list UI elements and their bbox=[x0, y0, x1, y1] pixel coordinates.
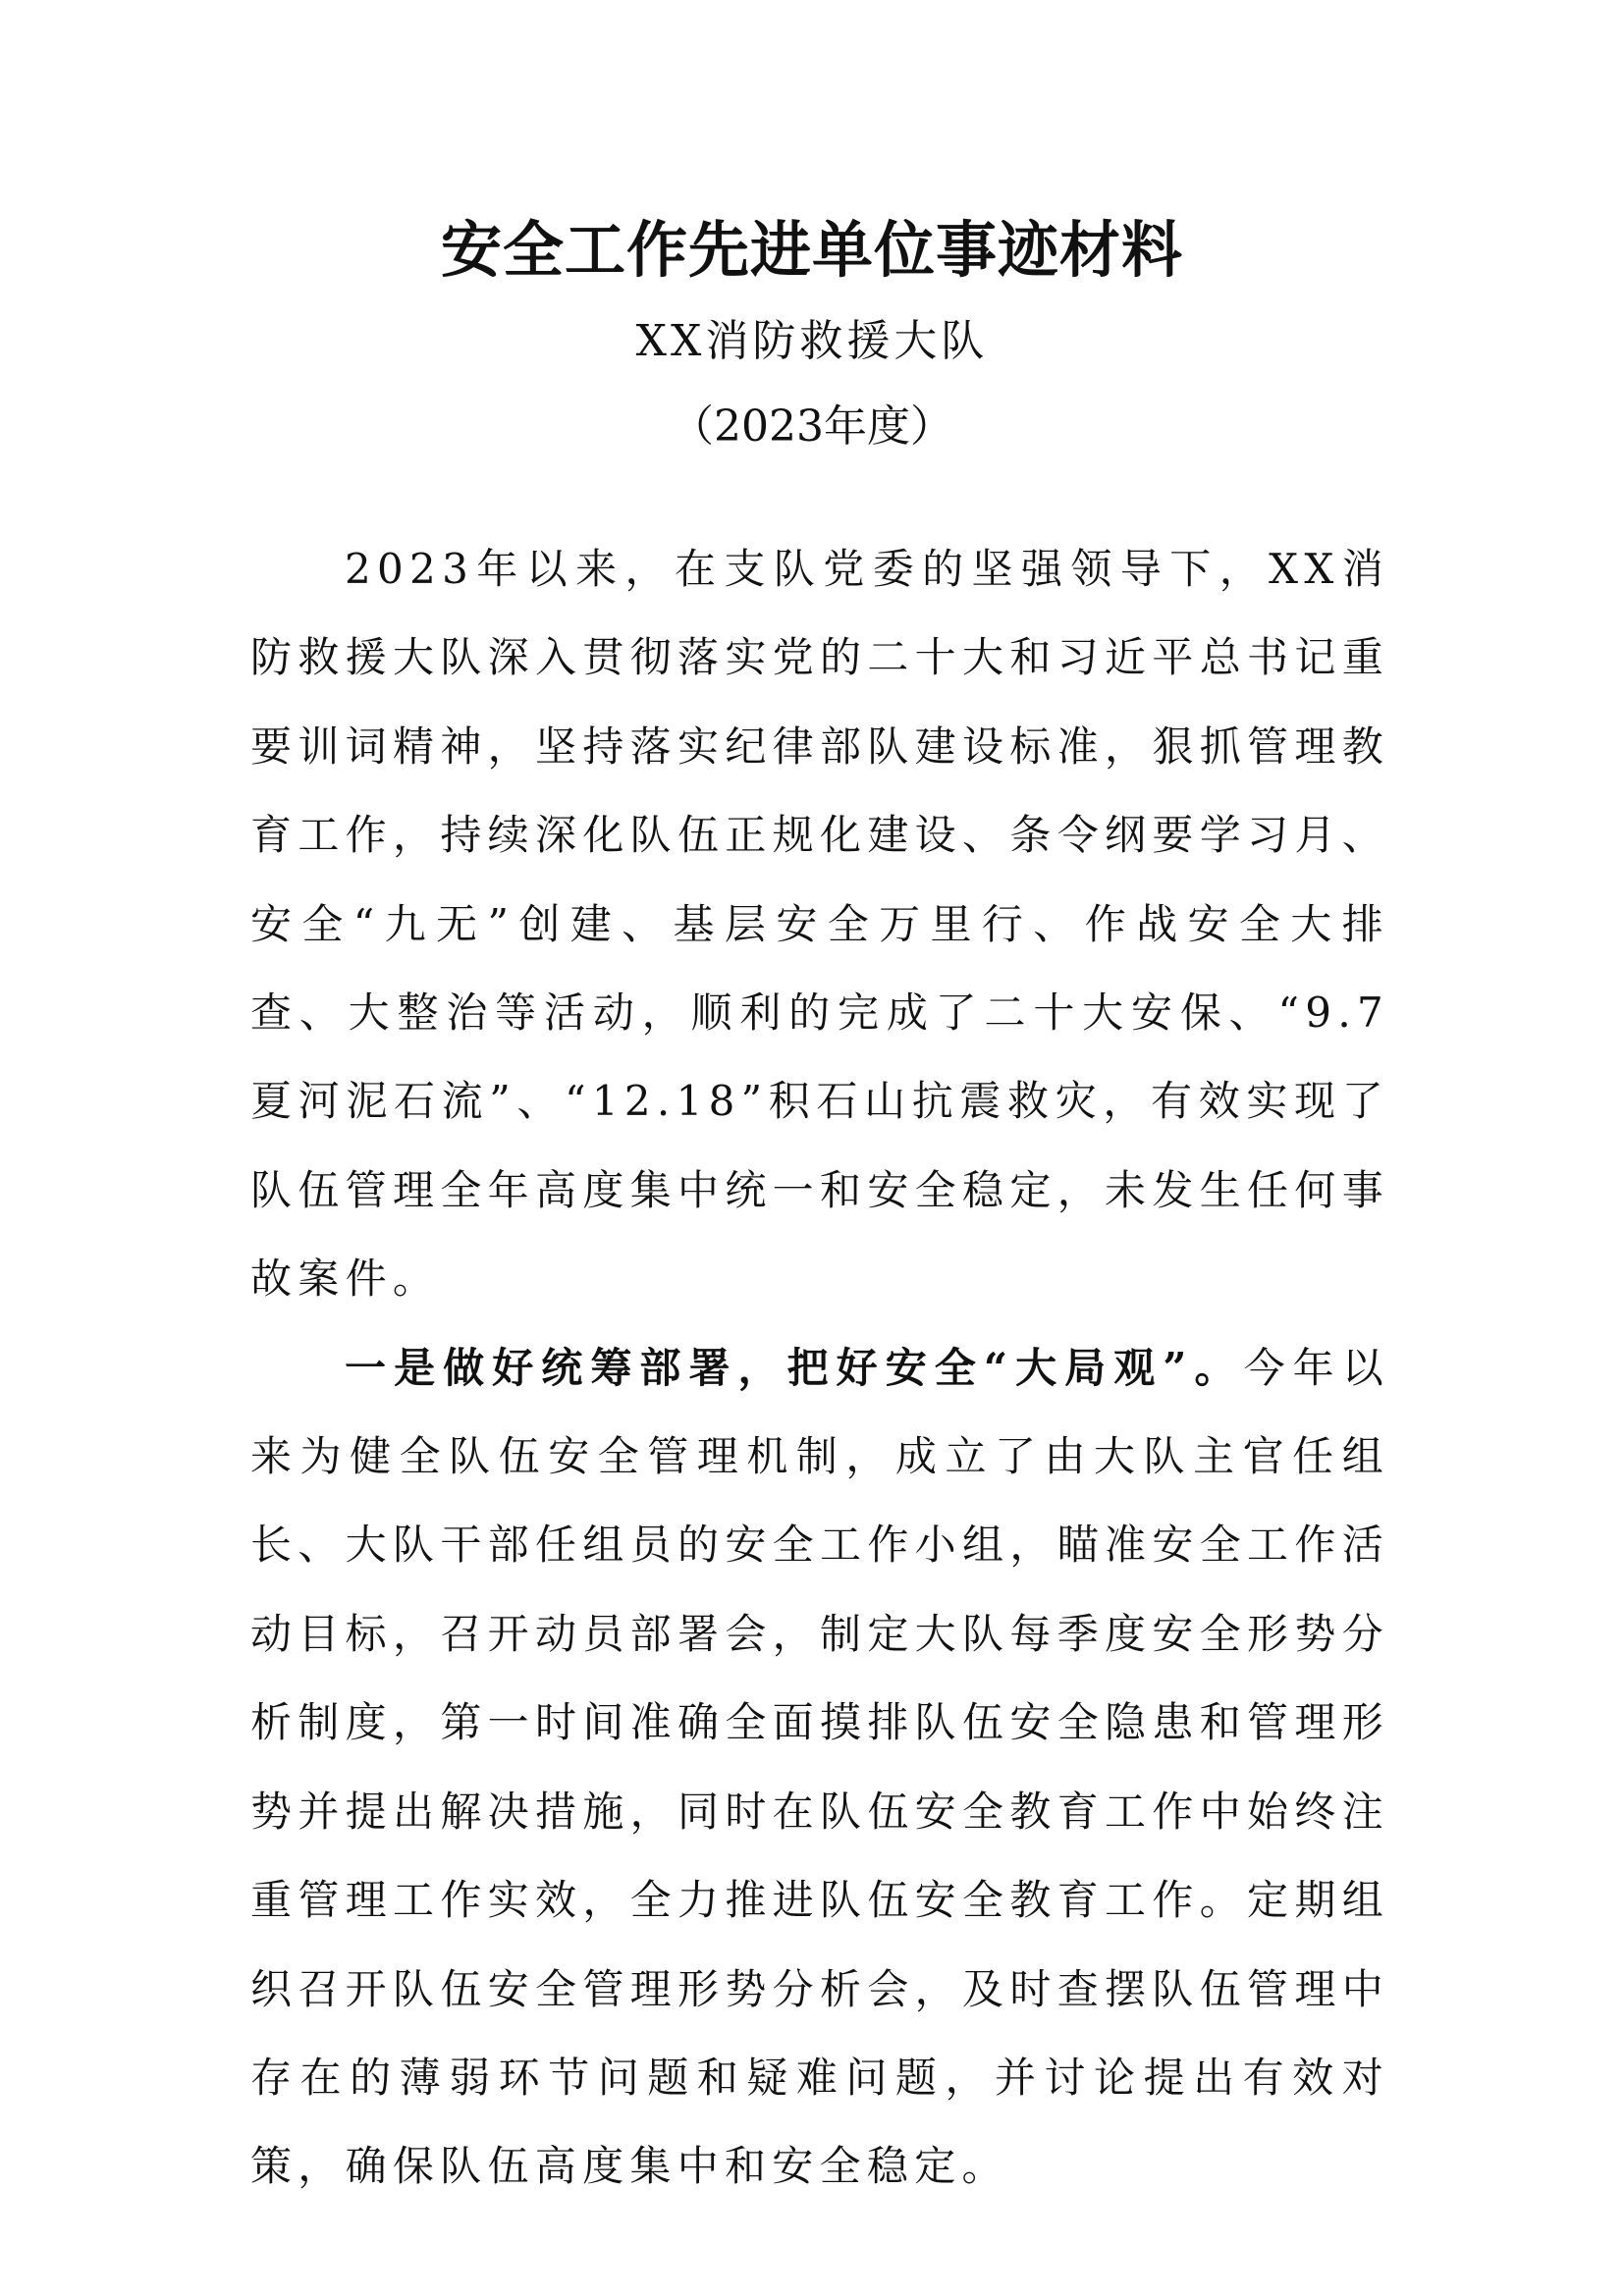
paragraph-intro bbox=[250, 525, 1389, 1324]
document-title: 安全工作先进单位事迹材料 bbox=[440, 214, 1183, 286]
paragraph-text: 2023年以来，在支队党委的坚强领导下，XX消防救援大队深入贯彻落实党的二十大和习近平总书记重要训词精神，坚持落实纪律部队建设标准，狠抓管理教育工作，持续深化队伍正规化建设、条令纲要学习月、安全“九无”创建、基层安全万里行、作战安全大排查、大整治等活动，顺利的完成了二十大安保、“9.7夏河泥石流”、“12.18”积石山抗震救灾，有效实现了队伍管理全年高度集中统一和安全稳定，未发生任何事故案件。 bbox=[250, 545, 1389, 1304]
paragraph-first-point bbox=[250, 1324, 1389, 2212]
paragraph-lead: 一是做好统筹部署，把好安全“大局观”。 bbox=[345, 1343, 1244, 1392]
document-body bbox=[250, 525, 1389, 2212]
paragraph-text: 今年以来为健全队伍安全管理机制，成立了由大队主官任组长、大队干部任组员的安全工作小组，瞄准安全工作活动目标，召开动员部署会，制定大队每季度安全形势分析制度，第一时间准确全面摸排队伍安全隐患和管理形势并提出解决措施，同时在队伍安全教育工作中始终注重管理工作实效，全力推进队伍安全教育工作。定期组织召开队伍安全管理形势分析会，及时查摆队伍管理中存在的薄弱环节问题和疑难问题，并讨论提出有效对策，确保队伍高度集中和安全稳定。 bbox=[250, 1343, 1389, 2191]
year-note: （2023年度） bbox=[671, 401, 953, 452]
organization-name: XX消防救援大队 bbox=[635, 316, 989, 366]
